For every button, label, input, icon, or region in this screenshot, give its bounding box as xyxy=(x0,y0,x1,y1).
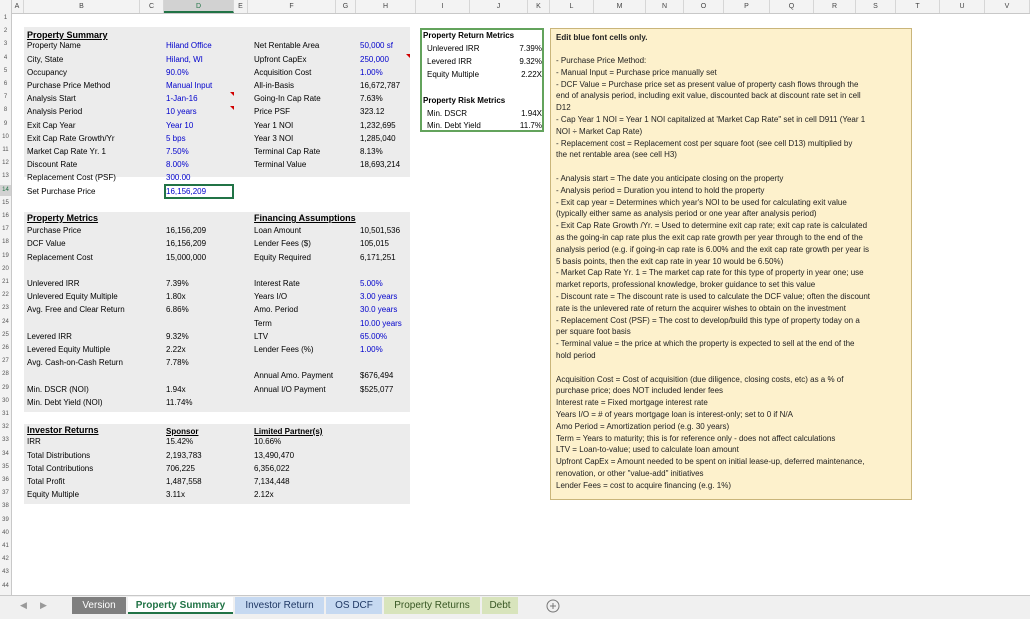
sheet-tab-os-dcf[interactable]: OS DCF xyxy=(326,597,382,614)
row-header-28[interactable]: 28 xyxy=(2,371,9,378)
property-summary-input[interactable]: Hiland, WI xyxy=(166,54,203,64)
financing-label: Annual I/O Payment xyxy=(254,384,326,394)
financing-label: Lender Fees (%) xyxy=(254,345,314,354)
investor-return-label: Equity Multiple xyxy=(27,490,80,500)
column-header-r[interactable]: R xyxy=(814,0,856,13)
row-header-39[interactable]: 39 xyxy=(2,516,9,523)
column-header-e[interactable]: E xyxy=(234,0,248,13)
row-header-38[interactable]: 38 xyxy=(2,503,9,510)
property-metric-value: 1.80x xyxy=(166,292,186,302)
property-metric-value: 7.39% xyxy=(166,279,189,288)
row-header-16[interactable]: 16 xyxy=(2,213,9,219)
comment-indicator[interactable] xyxy=(230,106,234,110)
row-header-9[interactable]: 9 xyxy=(3,120,8,127)
row-header-12[interactable]: 12 xyxy=(2,160,9,167)
row-header-35[interactable]: 35 xyxy=(2,463,9,470)
property-summary-label: Property Name xyxy=(27,41,81,51)
column-header-a[interactable]: A xyxy=(11,0,24,13)
financing-label: Equity Required xyxy=(254,252,311,262)
property-summary-label: City, State xyxy=(27,54,64,64)
row-header-36[interactable]: 36 xyxy=(2,477,9,483)
note-line: - Exit cap year = Determines which year's NOI to be used for calculating exit value xyxy=(556,197,847,207)
comment-indicator[interactable] xyxy=(406,54,410,58)
sponsor-value: 15.42% xyxy=(166,437,194,447)
row-header-7[interactable]: 7 xyxy=(3,94,8,101)
row-header-43[interactable]: 43 xyxy=(2,569,9,576)
property-summary-right-value: 16,672,787 xyxy=(360,81,401,90)
return-metric-label: Levered IRR xyxy=(427,57,472,66)
note-line: - DCF Value = Purchase price set as present value of property cash flows through the xyxy=(556,79,859,89)
property-summary-label: Occupancy xyxy=(27,67,68,77)
financing-value: 105,015 xyxy=(360,239,389,249)
row-header-32[interactable]: 32 xyxy=(2,424,9,431)
column-header-t[interactable]: T xyxy=(896,0,940,13)
limited-partner-value: 7,134,448 xyxy=(254,477,290,486)
row-header-25[interactable]: 25 xyxy=(2,331,9,338)
row-header-10[interactable]: 10 xyxy=(2,133,9,140)
column-header-q[interactable]: Q xyxy=(770,0,814,13)
financing-label: Amo. Period xyxy=(254,305,299,315)
row-header-5[interactable]: 5 xyxy=(3,67,8,74)
column-header-p[interactable]: P xyxy=(724,0,770,13)
column-header-l[interactable]: L xyxy=(550,0,594,13)
financing-value: $676,494 xyxy=(360,371,394,381)
row-header-21[interactable]: 21 xyxy=(2,279,9,285)
financing-value[interactable]: 30.0 years xyxy=(360,305,398,315)
limited-partner-value: 10.66% xyxy=(254,437,282,447)
property-summary-input[interactable]: 5 bps xyxy=(166,133,186,143)
row-header-3[interactable]: 3 xyxy=(3,41,8,48)
note-line: Interest rate = Fixed mortgage interest rate xyxy=(556,398,708,408)
column-header-f[interactable]: F xyxy=(248,0,336,13)
note-line: per square foot basis xyxy=(556,327,631,337)
financing-value[interactable]: 1.00% xyxy=(360,345,383,354)
risk-metric-label: Min. Debt Yield xyxy=(427,121,481,130)
column-header-h[interactable]: H xyxy=(356,0,416,13)
investor-return-label: Total Profit xyxy=(27,477,65,486)
property-metrics-title: Property Metrics xyxy=(27,213,99,223)
row-header-27[interactable]: 27 xyxy=(2,358,9,365)
note-line: - Replacement cost = Replacement cost per square foot (see cell D13) multiplied by xyxy=(556,138,853,148)
return-metric-label: Equity Multiple xyxy=(427,70,480,79)
sheet-tab-property-summary[interactable]: Property Summary xyxy=(128,597,233,614)
property-summary-label: Analysis Period xyxy=(27,107,83,117)
risk-metric-label: Min. DSCR xyxy=(427,109,468,118)
note-line: - Replacement Cost (PSF) = The cost to develop/build this type of property today on a xyxy=(556,315,860,325)
note-line: Years I/O = # of years mortgage loan is interest-only; set to 0 if N/A xyxy=(556,410,793,419)
sponsor-value: 1,487,558 xyxy=(166,477,202,486)
financing-value: $525,077 xyxy=(360,384,394,394)
row-header-40[interactable]: 40 xyxy=(2,529,9,536)
return-metric-value: 9.32% xyxy=(519,57,542,66)
property-summary-right-value[interactable]: 1.00% xyxy=(360,67,383,77)
column-header-j[interactable]: J xyxy=(470,0,528,13)
note-line: - Discount rate = The discount rate is used to calculate the DCF value; often the discount xyxy=(556,292,871,301)
property-metric-label: Min. Debt Yield (NOI) xyxy=(27,397,103,407)
row-header-20[interactable]: 20 xyxy=(2,265,9,272)
property-summary-label: Exit Cap Year xyxy=(27,120,76,130)
property-metric-value: 16,156,209 xyxy=(166,226,207,236)
note-line: - Exit Cap Rate Growth /Yr. = Used to determine exit cap rate; exit cap rate is calculated xyxy=(556,221,868,231)
property-metric-label: Unlevered IRR xyxy=(27,279,80,288)
property-summary-right-value: 8.13% xyxy=(360,147,383,156)
property-summary-right-label: Year 1 NOI xyxy=(254,120,294,130)
property-summary-label: Analysis Start xyxy=(27,94,76,104)
note-line: end of analysis period, including exit value, discounted back at discount rate set in cell xyxy=(556,91,861,101)
note-line: - Analysis period = Duration you intend to hold the property xyxy=(556,185,765,195)
financing-label: Annual Amo. Payment xyxy=(254,371,334,381)
property-summary-label: Market Cap Rate Yr. 1 xyxy=(27,147,106,156)
investor-returns-title: Investor Returns xyxy=(27,425,99,435)
row-header-11[interactable]: 11 xyxy=(2,147,9,153)
property-summary-input[interactable]: 1-Jan-16 xyxy=(166,94,198,104)
property-summary-right-value: 7.63% xyxy=(360,94,383,104)
sheet-tab-debt[interactable]: Debt xyxy=(482,597,518,614)
property-summary-input[interactable]: 10 years xyxy=(166,107,197,117)
row-header-15[interactable]: 15 xyxy=(2,199,9,206)
financing-value: 10,501,536 xyxy=(360,226,401,236)
column-header-s[interactable]: S xyxy=(856,0,896,13)
financing-value[interactable]: 3.00 years xyxy=(360,292,398,302)
row-header-4[interactable]: 4 xyxy=(3,54,8,61)
row-header-30[interactable]: 30 xyxy=(2,397,9,404)
property-summary-input[interactable]: Year 10 xyxy=(166,120,194,130)
row-header-37[interactable]: 37 xyxy=(2,490,9,497)
property-summary-right-label: Net Rentable Area xyxy=(254,41,320,51)
column-header-c[interactable]: C xyxy=(140,0,164,13)
row-header-22[interactable]: 22 xyxy=(2,292,9,299)
property-metric-value: 2.22x xyxy=(166,345,186,354)
note-line: Lender Fees = cost to acquire financing (e.g. 1%) xyxy=(556,480,731,490)
sheet-tab-investor-return[interactable]: Investor Return xyxy=(235,597,324,614)
limited-partner-value: 2.12x xyxy=(254,490,274,500)
return-metric-value: 2.22X xyxy=(521,70,542,79)
note-line: - Cap Year 1 NOI = Year 1 NOI capitalized at 'Market Cap Rate" set in cell D911 (Year 1 xyxy=(556,115,866,124)
property-metric-value: 16,156,209 xyxy=(166,239,207,249)
property-summary-right-label: All-in-Basis xyxy=(254,81,295,90)
property-metric-label: Min. DSCR (NOI) xyxy=(27,384,89,394)
property-metric-value: 7.78% xyxy=(166,358,189,368)
note-line: renovation, or other "value-add" initiatives xyxy=(556,469,704,478)
property-metric-label: DCF Value xyxy=(27,239,66,249)
property-summary-right-label: Terminal Value xyxy=(254,160,307,170)
row-header-2[interactable]: 2 xyxy=(3,28,8,35)
property-summary-right-value: 1,232,695 xyxy=(360,120,396,130)
column-header-o[interactable]: O xyxy=(684,0,724,13)
row-header-41[interactable]: 41 xyxy=(2,543,9,549)
property-metric-value: 6.86% xyxy=(166,305,189,315)
note-line: LTV = Loan-to-value; used to calculate loan amount xyxy=(556,445,739,455)
property-summary-right-value: 1,285,040 xyxy=(360,133,396,143)
sponsor-value: 3.11x xyxy=(166,490,185,500)
note-line: Acquisition Cost = Cost of acquisition (due diligence, closing costs, etc) as a % of xyxy=(556,374,844,384)
sponsor-column-header: Sponsor xyxy=(166,427,199,436)
tab-scroll-right-icon[interactable]: ▶ xyxy=(40,600,47,610)
financing-label: Interest Rate xyxy=(254,279,300,288)
property-summary-right-value: 323.12 xyxy=(360,107,385,117)
note-line: rate is the unlevered rate of return the acquirer wishes to obtain on the investment xyxy=(556,303,846,313)
column-header-k[interactable]: K xyxy=(528,0,550,13)
property-summary-input[interactable]: 90.0% xyxy=(166,67,189,77)
property-metric-label: Purchase Price xyxy=(27,226,82,236)
financing-label: Term xyxy=(254,318,272,328)
property-summary-input[interactable]: 8.00% xyxy=(166,160,189,170)
sponsor-value: 2,193,783 xyxy=(166,450,202,460)
note-line: analysis period (e.g. if going-in cap rate is 6.00% and the exit cap rate growth per year is xyxy=(556,244,870,254)
return-metrics-title: Property Return Metrics xyxy=(423,31,515,40)
property-summary-title: Property Summary xyxy=(27,30,108,40)
financing-label: Years I/O xyxy=(254,292,288,302)
property-summary-label: Set Purchase Price xyxy=(27,186,96,196)
sheet-tab-property-returns[interactable]: Property Returns xyxy=(384,597,480,614)
note-line: - Manual Input = Purchase price manually set xyxy=(556,67,717,77)
property-summary-right-label: Upfront CapEx xyxy=(254,54,307,64)
property-metric-label: Replacement Cost xyxy=(27,252,93,262)
risk-metrics-title: Property Risk Metrics xyxy=(423,96,506,105)
column-header-v[interactable]: V xyxy=(985,0,1030,13)
row-header-44[interactable]: 44 xyxy=(2,582,9,589)
limited-partner-column-header: Limited Partner(s) xyxy=(254,427,323,436)
note-line: - Analysis start = The date you anticipate closing on the property xyxy=(556,174,784,183)
property-metric-label: Avg. Cash-on-Cash Return xyxy=(27,358,123,368)
property-summary-right-label: Going-In Cap Rate xyxy=(254,94,321,104)
row-header-26[interactable]: 26 xyxy=(2,345,9,351)
property-summary-input[interactable]: Hiland Office xyxy=(166,41,212,51)
risk-metric-value: 1.94X xyxy=(521,109,542,118)
property-summary-input[interactable]: 7.50% xyxy=(166,147,189,156)
selected-cell-d14[interactable] xyxy=(164,184,234,199)
financing-value: 6,171,251 xyxy=(360,252,396,262)
note-line: Amo Period = Amortization period (e.g. 30 years) xyxy=(556,421,730,431)
sheet-tab-version[interactable]: Version xyxy=(72,597,126,614)
property-summary-label: Exit Cap Rate Growth/Yr xyxy=(27,133,115,143)
note-line: - Terminal value = the price at which the property is expected to sell at the end of the xyxy=(556,339,855,349)
column-header-i[interactable]: I xyxy=(416,0,470,13)
note-title: Edit blue font cells only. xyxy=(556,33,648,42)
investor-return-label: Total Distributions xyxy=(27,450,91,460)
return-metric-label: Unlevered IRR xyxy=(427,44,480,53)
column-header-u[interactable]: U xyxy=(940,0,985,13)
note-line: market reports, professional knowledge, broker guidance to set this value xyxy=(556,280,816,290)
property-metric-value: 1.94x xyxy=(166,384,186,394)
property-metric-value: 11.74% xyxy=(166,397,193,407)
financing-label: Lender Fees ($) xyxy=(254,239,311,249)
row-header-14[interactable]: 14 xyxy=(0,185,11,196)
property-summary-right-label: Acquisition Cost xyxy=(254,67,312,77)
note-line: Term = Years to maturity; this is for reference only - does not affect calculations xyxy=(556,433,836,443)
column-header-d[interactable]: D xyxy=(164,0,234,13)
property-metric-label: Levered Equity Multiple xyxy=(27,345,111,354)
property-summary-right-value[interactable]: 50,000 sf xyxy=(360,41,393,51)
comment-indicator[interactable] xyxy=(230,92,234,96)
property-summary-right-label: Price PSF xyxy=(254,107,291,117)
limited-partner-value: 6,356,022 xyxy=(254,463,290,473)
note-line: D12 xyxy=(556,103,571,113)
row-header-17[interactable]: 17 xyxy=(2,226,9,233)
sponsor-value: 706,225 xyxy=(166,463,195,473)
row-header-23[interactable]: 23 xyxy=(2,305,9,312)
column-header-g[interactable]: G xyxy=(336,0,356,13)
note-line: - Market Cap Rate Yr. 1 = The market cap rate for this type of property in year one; use xyxy=(556,268,864,278)
financing-label: LTV xyxy=(254,331,269,341)
note-line: 5 basis points, then the exit cap rate in year 10 would be 6.50%) xyxy=(556,256,784,266)
note-line: (typically either same as analysis period or one year after analysis period) xyxy=(556,209,817,219)
note-line: - Purchase Price Method: xyxy=(556,56,647,65)
property-summary-right-label: Terminal Cap Rate xyxy=(254,147,321,156)
column-header-b[interactable]: B xyxy=(24,0,140,13)
add-sheet-icon[interactable] xyxy=(544,597,562,614)
note-line: purchase price; does NOT included lender fees xyxy=(556,386,724,396)
property-summary-input[interactable]: 300.00 xyxy=(166,173,191,183)
note-line: hold period xyxy=(556,351,596,360)
column-header-m[interactable]: M xyxy=(594,0,646,13)
investor-return-label: Total Contributions xyxy=(27,463,94,473)
column-header-n[interactable]: N xyxy=(646,0,684,13)
property-summary-input[interactable]: 16,156,209 xyxy=(166,186,207,196)
financing-value[interactable]: 5.00% xyxy=(360,279,383,288)
property-metric-label: Unlevered Equity Multiple xyxy=(27,292,118,302)
row-header-29[interactable]: 29 xyxy=(2,384,9,391)
property-metric-value: 9.32% xyxy=(166,331,189,341)
property-summary-label: Discount Rate xyxy=(27,160,78,170)
row-header-19[interactable]: 19 xyxy=(2,252,9,259)
row-header-18[interactable]: 18 xyxy=(2,239,9,246)
property-summary-right-value[interactable]: 250,000 xyxy=(360,54,389,64)
financing-value[interactable]: 10.00 years xyxy=(360,318,402,328)
row-header-6[interactable]: 6 xyxy=(3,81,8,87)
limited-partner-value: 13,490,470 xyxy=(254,450,295,460)
row-header-42[interactable]: 42 xyxy=(2,556,9,563)
note-line: NOI ÷ Market Cap Rate) xyxy=(556,126,643,136)
property-metric-value: 15,000,000 xyxy=(166,252,207,262)
property-summary-input[interactable]: Manual Input xyxy=(166,81,213,90)
property-summary-label: Replacement Cost (PSF) xyxy=(27,173,116,183)
financing-value[interactable]: 65.00% xyxy=(360,331,388,341)
note-line: Upfront CapEx = Amount needed to be spent on initial lease-up, deferred maintenance, xyxy=(556,457,865,467)
note-line: the net rentable area (see cell H3) xyxy=(556,150,677,160)
property-metric-label: Levered IRR xyxy=(27,331,72,341)
property-metric-label: Avg. Free and Clear Return xyxy=(27,305,125,315)
row-header-24[interactable]: 24 xyxy=(2,318,9,325)
property-summary-right-value: 18,693,214 xyxy=(360,160,401,170)
investor-return-label: IRR xyxy=(27,437,41,447)
note-line: as the going-in cap rate plus the exit cap rate growth per year through to the end of the xyxy=(556,233,863,242)
row-header-13[interactable]: 13 xyxy=(2,173,9,180)
financing-title: Financing Assumptions xyxy=(254,213,356,223)
tab-scroll-left-icon[interactable]: ◀ xyxy=(20,600,27,610)
property-summary-right-label: Year 3 NOI xyxy=(254,133,294,143)
row-header-34[interactable]: 34 xyxy=(2,450,9,457)
row-header-31[interactable]: 31 xyxy=(2,411,9,417)
row-header-1[interactable]: 1 xyxy=(3,15,8,21)
row-header-8[interactable]: 8 xyxy=(3,107,8,114)
row-header-33[interactable]: 33 xyxy=(2,437,9,444)
property-summary-label: Purchase Price Method xyxy=(27,81,111,90)
financing-label: Loan Amount xyxy=(254,226,302,236)
return-metric-value: 7.39% xyxy=(519,44,542,53)
risk-metric-value: 11.7% xyxy=(519,121,542,130)
